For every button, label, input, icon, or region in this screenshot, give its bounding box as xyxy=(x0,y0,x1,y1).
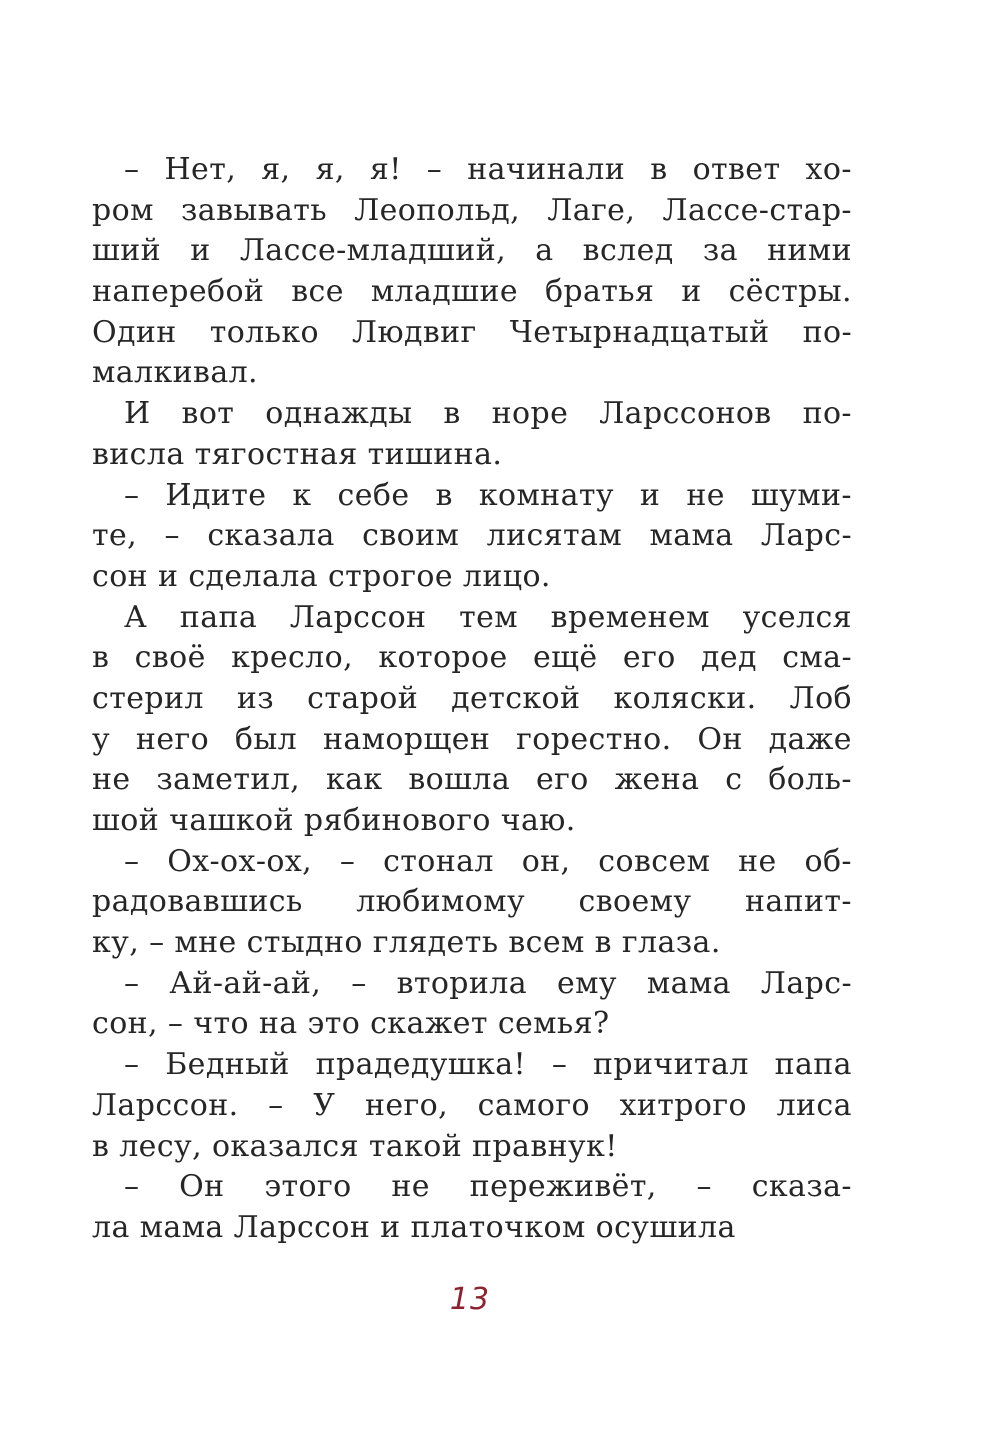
word: кресло, xyxy=(231,640,354,676)
word: – xyxy=(124,965,140,1001)
word: прадедушка! xyxy=(315,1047,526,1083)
word: братья xyxy=(544,274,655,310)
word: Ларссон xyxy=(289,599,427,635)
word: наморщен xyxy=(322,721,491,757)
word: те, xyxy=(92,518,138,554)
word: – xyxy=(551,1047,568,1083)
word: хо- xyxy=(805,152,852,187)
text-line: ла мама Ларссон и платочком осушила xyxy=(92,1209,736,1245)
text-line xyxy=(92,882,852,923)
body-text xyxy=(92,150,852,1249)
text-line: в лесу, оказался такой правнук! xyxy=(92,1128,618,1164)
word: этого xyxy=(264,1169,352,1205)
word: в xyxy=(435,477,453,513)
word: даже xyxy=(768,721,852,757)
word: временем xyxy=(550,599,710,635)
text-line xyxy=(92,231,852,272)
word: лисятам xyxy=(486,518,623,554)
word: не xyxy=(686,477,725,513)
word: Бедный xyxy=(165,1047,290,1083)
word: об- xyxy=(804,843,852,879)
word: Идите xyxy=(165,477,267,513)
word: своим xyxy=(362,518,460,554)
word: – xyxy=(351,965,367,1001)
text-line xyxy=(92,476,852,517)
word: по- xyxy=(802,314,852,350)
word: я! xyxy=(369,152,402,187)
word: самого xyxy=(477,1087,590,1123)
word: Лассе-стар- xyxy=(662,192,852,228)
word: ший xyxy=(92,233,162,269)
word: по- xyxy=(802,396,852,432)
word: с xyxy=(725,762,743,798)
word: ними xyxy=(767,233,852,269)
word: шуми- xyxy=(750,477,852,513)
text-line xyxy=(92,150,852,191)
text-line xyxy=(92,1045,852,1086)
word: И xyxy=(124,396,151,432)
text-line: шой чашкой рябинового чаю. xyxy=(92,803,576,838)
text-line xyxy=(92,679,852,720)
word: – xyxy=(426,152,443,187)
word: был xyxy=(234,721,298,757)
word: не xyxy=(391,1169,430,1205)
word: Людвиг xyxy=(352,314,477,350)
word: его xyxy=(622,640,676,676)
word: – xyxy=(124,1169,140,1205)
word: вслед xyxy=(582,233,674,269)
word: завывать xyxy=(181,192,327,228)
word: а xyxy=(535,233,554,269)
word: все xyxy=(291,274,344,310)
word: стерил xyxy=(92,680,204,716)
text-line: висла тягостная тишина. xyxy=(92,436,503,472)
word: его xyxy=(536,762,589,798)
word: папа xyxy=(179,599,258,635)
word: – xyxy=(124,843,140,879)
word: жена xyxy=(614,762,700,798)
word: и xyxy=(639,477,661,513)
text-line xyxy=(92,598,852,639)
text-line: сон, – что на это скажет семья? xyxy=(92,1006,610,1042)
word: – xyxy=(124,152,140,187)
word: своему xyxy=(578,884,692,920)
word: мама xyxy=(646,965,731,1001)
word: А xyxy=(124,599,148,635)
word: своё xyxy=(134,640,206,676)
text-line xyxy=(92,720,852,761)
word: У xyxy=(313,1087,336,1123)
text-line: малкивал. xyxy=(92,355,258,391)
word: Ох-ох-ох, xyxy=(167,843,313,879)
word: только xyxy=(209,314,319,350)
word: норе xyxy=(491,396,569,432)
word: комнату xyxy=(478,477,614,513)
text-line xyxy=(92,516,852,557)
word: наперебой xyxy=(92,274,265,310)
word: мама xyxy=(649,518,734,554)
word: Один xyxy=(92,314,177,350)
word: папа xyxy=(774,1047,852,1083)
word: боль- xyxy=(768,762,852,798)
word: ром xyxy=(92,192,154,228)
word: стонал xyxy=(383,843,494,879)
word: себе xyxy=(337,477,410,513)
word: радовавшись xyxy=(92,884,303,920)
word: Лаге, xyxy=(547,192,636,228)
word: заметил, xyxy=(156,762,301,798)
word: – xyxy=(164,518,180,554)
word: Лоб xyxy=(789,680,852,716)
word: вторила xyxy=(396,965,528,1001)
text-line xyxy=(92,1167,852,1208)
text-line xyxy=(92,1086,852,1127)
word: сказала xyxy=(207,518,335,554)
word: я, xyxy=(315,152,345,187)
word: и xyxy=(190,233,211,269)
word: сма- xyxy=(782,640,852,676)
word: дед xyxy=(700,640,757,676)
word: причитал xyxy=(593,1047,749,1083)
text-line xyxy=(92,842,852,883)
word: тем xyxy=(459,599,518,635)
word: в xyxy=(92,640,110,676)
word: у xyxy=(92,721,111,757)
word: Ларс- xyxy=(760,965,852,1001)
word: Лассе-младший, xyxy=(239,233,507,269)
word: не xyxy=(92,762,131,798)
word: которое xyxy=(378,640,508,676)
word: в xyxy=(443,396,461,432)
text-line xyxy=(92,191,852,232)
word: – xyxy=(268,1087,284,1123)
text-line: сон и сделала строгое лицо. xyxy=(92,558,551,594)
word: Он xyxy=(179,1169,225,1205)
word: не xyxy=(738,843,777,879)
word: совсем xyxy=(598,843,711,879)
word: вошла xyxy=(408,762,511,798)
word: Нет, xyxy=(164,152,237,187)
text-line xyxy=(92,394,852,435)
word: напит- xyxy=(744,884,852,920)
word: Ларссон. xyxy=(92,1087,239,1123)
word: вот xyxy=(181,396,235,432)
text-line xyxy=(92,964,852,1005)
text-line xyxy=(92,313,852,354)
word: младшие xyxy=(370,274,519,310)
word: начинали xyxy=(467,152,626,187)
word: горестно. xyxy=(516,721,672,757)
word: я, xyxy=(261,152,291,187)
word: ему xyxy=(557,965,617,1001)
word: Он xyxy=(697,721,743,757)
word: – xyxy=(339,843,356,879)
word: уселся xyxy=(742,599,852,635)
word: старой xyxy=(307,680,419,716)
word: детской xyxy=(451,680,581,716)
word: Ай-ай-ай, xyxy=(169,965,322,1001)
word: – xyxy=(696,1169,712,1205)
text-line: ку, – мне стыдно глядеть всем в глаза. xyxy=(92,925,721,961)
word: в xyxy=(650,152,668,187)
word: переживёт, xyxy=(469,1169,657,1205)
word: он, xyxy=(521,843,571,879)
word: хитрого xyxy=(619,1087,747,1123)
page-number: 13 xyxy=(449,1282,491,1317)
word: него xyxy=(135,721,210,757)
word: любимому xyxy=(356,884,526,920)
word: Ларссонов xyxy=(599,396,772,432)
word: Ларс- xyxy=(760,518,852,554)
word: однажды xyxy=(265,396,413,432)
word: Четырнадцатый xyxy=(509,314,770,350)
word: к xyxy=(292,477,312,513)
word: лиса xyxy=(776,1087,852,1123)
word: и xyxy=(681,274,702,310)
word: сказа- xyxy=(751,1169,852,1205)
text-line xyxy=(92,638,852,679)
word: Леопольд, xyxy=(354,192,521,228)
word: него, xyxy=(364,1087,449,1123)
text-line xyxy=(92,272,852,313)
word: – xyxy=(124,1047,140,1083)
word: сёстры. xyxy=(728,274,852,310)
word: за xyxy=(702,233,738,269)
word: коляски. xyxy=(613,680,757,716)
word: ответ xyxy=(692,152,781,187)
word: как xyxy=(325,762,383,798)
text-line xyxy=(92,760,852,801)
word: из xyxy=(236,680,275,716)
word: – xyxy=(124,477,140,513)
word: ещё xyxy=(532,640,598,676)
